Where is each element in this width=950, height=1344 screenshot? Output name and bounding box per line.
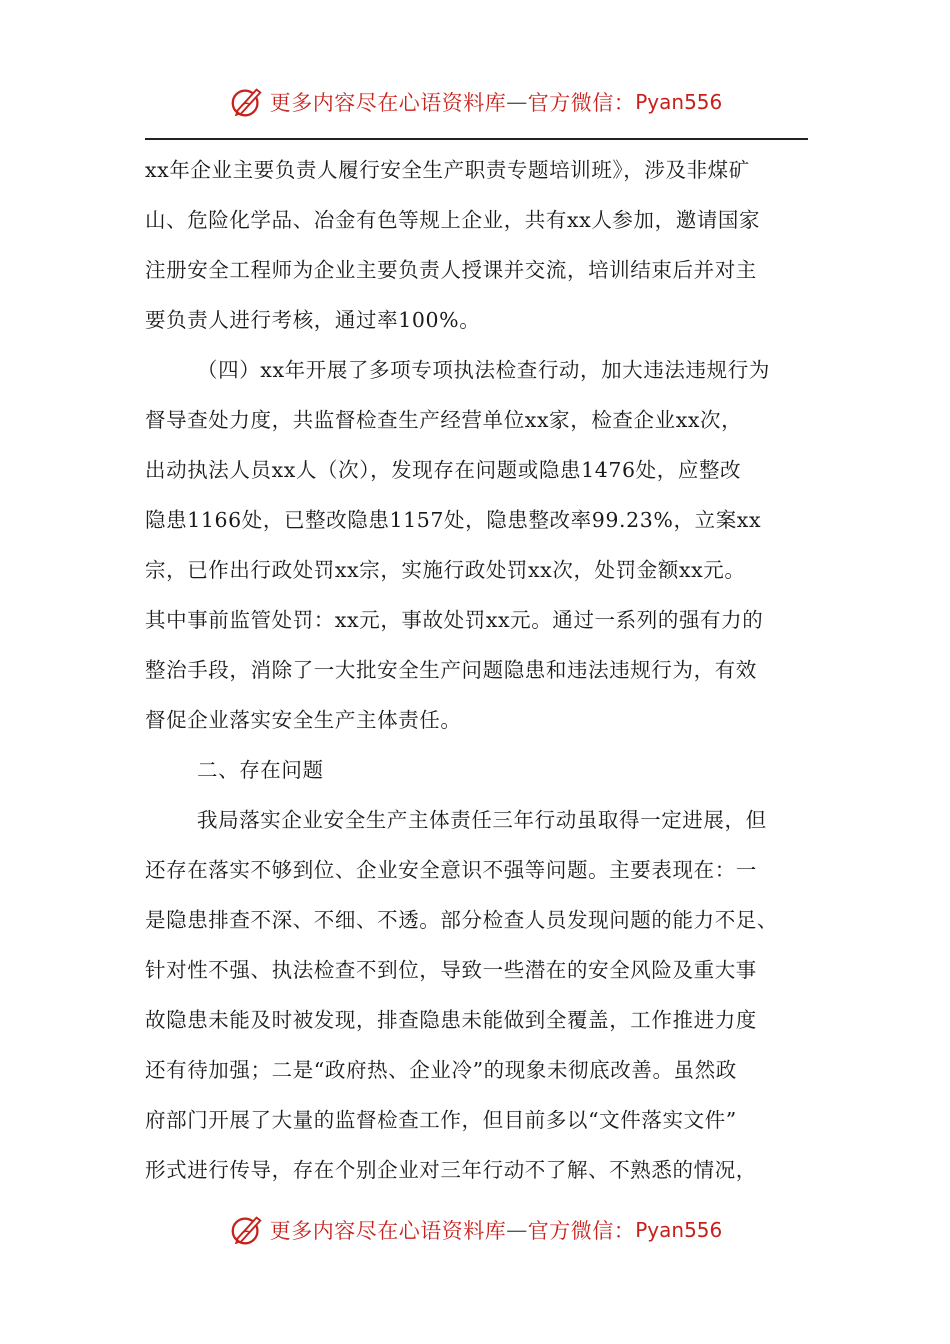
body-line: 我局落实企业安全生产主体责任三年行动虽取得一定进展，但	[197, 808, 767, 832]
body-line: 督导查处力度，共监督检查生产经营单位xx家，检查企业xx次，	[145, 408, 743, 432]
header-divider	[145, 138, 808, 140]
pen-circle-logo-icon	[228, 1211, 266, 1249]
banner-title: 更多内容尽在心语资料库	[269, 1219, 507, 1243]
body-line: 其中事前监管处罚：xx元，事故处罚xx元。通过一系列的强有力的	[145, 608, 764, 632]
body-line: 督促企业落实安全生产主体责任。	[145, 708, 462, 732]
body-line: 府部门开展了大量的监督检查工作，但目前多以“文件落实文件”	[145, 1108, 737, 1132]
body-line: 形式进行传导，存在个别企业对三年行动不了解、不熟悉的情况，	[145, 1158, 757, 1182]
body-line: 山、危险化学品、冶金有色等规上企业，共有xx人参加，邀请国家	[145, 208, 761, 232]
banner-separator: —	[506, 1218, 528, 1242]
body-line: 出动执法人员xx人（次），发现存在问题或隐患1476处，应整改	[145, 458, 742, 482]
banner-official-label: 官方微信：	[527, 91, 636, 115]
body-line: 是隐患排查不深、不细、不透。部分检查人员发现问题的能力不足、	[145, 908, 778, 932]
body-line: 针对性不强、执法检查不到位，导致一些潜在的安全风险及重大事	[145, 958, 757, 982]
body-line: 宗，已作出行政处罚xx宗，实施行政处罚xx次，处罚金额xx元。	[145, 558, 746, 582]
body-line: xx年企业主要负责人履行安全生产职责专题培训班》，涉及非煤矿	[145, 158, 750, 182]
body-line: 故隐患未能及时被发现，排查隐患未能做到全覆盖，工作推进力度	[145, 1008, 757, 1032]
banner-wechat-id: Pyan556	[635, 90, 723, 114]
banner-official-label: 官方微信：	[527, 1219, 636, 1243]
body-line: 要负责人进行考核，通过率100%。	[145, 308, 481, 332]
footer-banner	[0, 1208, 950, 1252]
header-banner	[0, 80, 950, 124]
banner-title: 更多内容尽在心语资料库	[269, 91, 507, 115]
body-line: 整治手段，消除了一大批安全生产问题隐患和违法违规行为，有效	[145, 658, 757, 682]
body-line: 还存在落实不够到位、企业安全意识不强等问题。主要表现在：一	[145, 858, 757, 882]
body-line: （四）xx年开展了多项专项执法检查行动，加大违法违规行为	[197, 358, 770, 382]
banner-wechat-id: Pyan556	[635, 1218, 723, 1242]
banner-separator: —	[506, 90, 528, 114]
body-line: 隐患1166处，已整改隐患1157处，隐患整改率99.23%，立案xx	[145, 508, 762, 532]
document-body	[145, 145, 808, 1195]
body-line: 还有待加强；二是“政府热、企业冷”的现象未彻底改善。虽然政	[145, 1058, 737, 1082]
body-line: 注册安全工程师为企业主要负责人授课并交流，培训结束后并对主	[145, 258, 757, 282]
pen-circle-logo-icon	[228, 83, 266, 121]
section-heading: 二、存在问题	[197, 758, 324, 782]
